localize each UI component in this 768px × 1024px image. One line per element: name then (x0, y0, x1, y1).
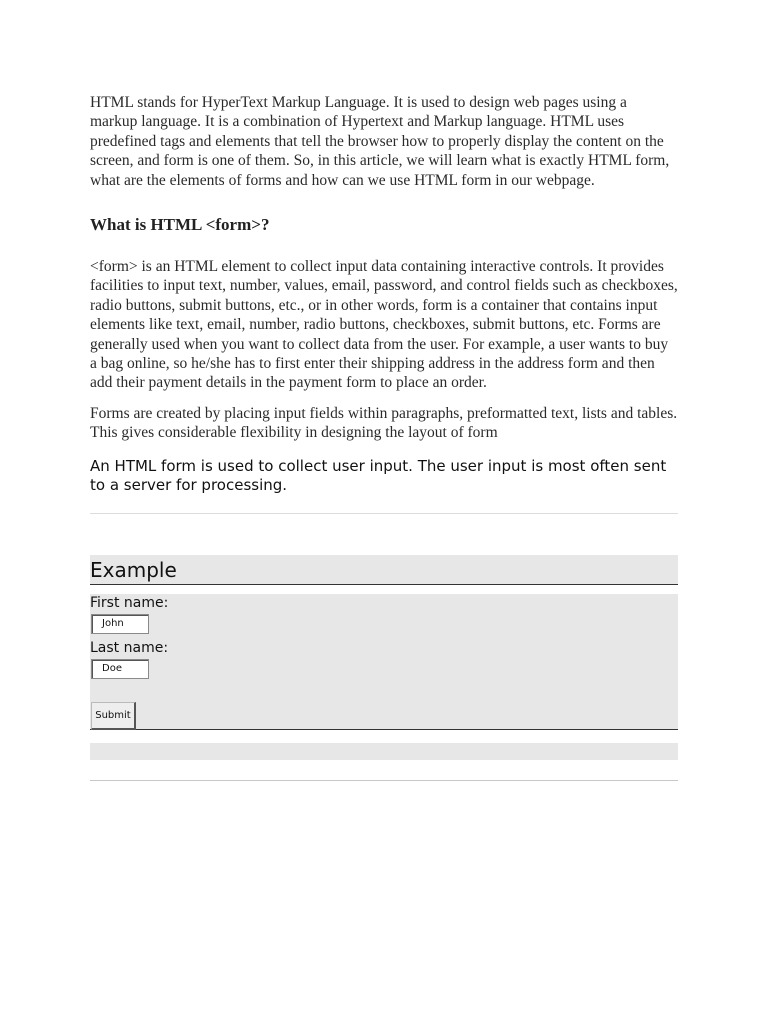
last-name-label: Last name: (90, 639, 169, 656)
example-form (90, 594, 678, 730)
result-bar (90, 743, 678, 760)
divider (90, 513, 678, 514)
article (90, 93, 678, 781)
example-title: Example (90, 557, 177, 582)
section-heading: What is HTML <form>? (90, 215, 270, 235)
last-name-input[interactable]: Doe (91, 659, 149, 679)
forms-layout-paragraph: Forms are created by placing input fields within paragraphs, preformatted text, lists and tables. This gives considerable flexibility in designing the layout of form (90, 404, 678, 442)
intro-paragraph: HTML stands for HyperText Markup Language. It is used to design web pages using a markup language. It is a combination of Hypertext and Markup language. HTML uses predefined tags and elements that tell the browser how to properly display the content on the screen, and form is one of them. So, in this article, we will learn what is exactly HTML form, what are the elements of forms and how can we use HTML form in our webpage. (90, 94, 670, 189)
first-name-input[interactable]: John (91, 614, 149, 634)
first-name-label: First name: (90, 594, 169, 611)
form-definition-paragraph: <form> is an HTML element to collect input data containing interactive controls. It provides facilities to input text, number, values, email, password, and control fields such as checkboxes, radio buttons, submit buttons, etc., or in other words, form is a container that contains input elements like text, email, number, radio buttons, checkboxes, submit buttons, etc. Forms are generally used when you want to collect data from the user. For example, a user wants to buy a bag online, so he/she has to first enter their shipping address in the address form and then add their payment details in the payment form to place an order. (90, 258, 678, 392)
html-form-paragraph: An HTML form is used to collect user input. The user input is most often sent to a server for processing. (90, 456, 667, 494)
submit-button[interactable]: Submit (91, 702, 136, 730)
example-header (90, 555, 678, 585)
divider (90, 780, 678, 781)
